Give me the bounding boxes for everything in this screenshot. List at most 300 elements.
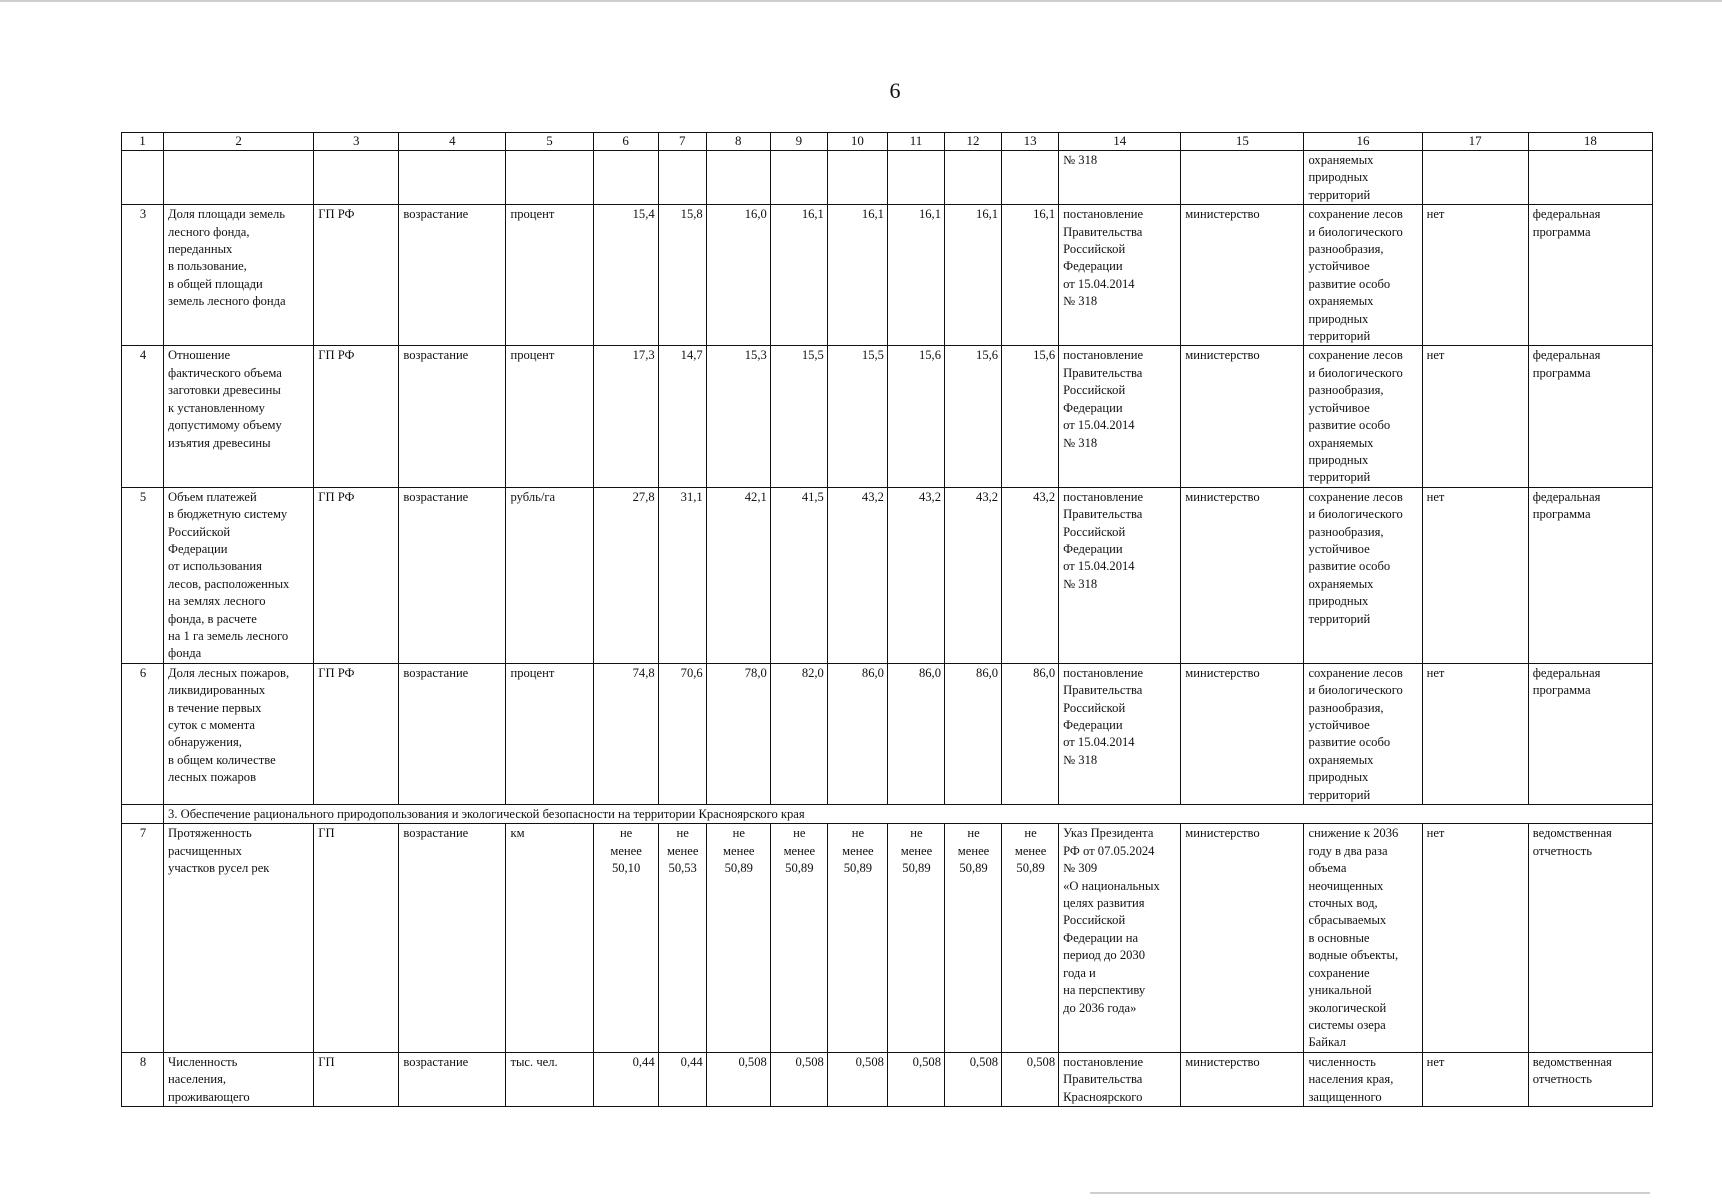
value-cell: 16,0	[706, 205, 770, 346]
indicator-name-line: лесного фонда,	[168, 224, 250, 239]
basis-document-line: Правительства	[1063, 224, 1143, 239]
table-row	[122, 1052, 1653, 1106]
national-goal-line: природных	[1308, 311, 1369, 326]
data-source-line: отчетность	[1532, 843, 1592, 858]
national-goal-line: разнообразия,	[1308, 242, 1384, 257]
indicator-name-line: фонда	[168, 646, 202, 661]
table-row	[122, 487, 1653, 663]
indicator-name-line: участков русел рек	[168, 861, 270, 876]
national-goal-line: Байкал	[1308, 1035, 1346, 1050]
basis-document	[1059, 1052, 1181, 1106]
indicator-name-line: Доля лесных пожаров,	[168, 665, 290, 680]
basis-document-line: «О национальных	[1063, 878, 1160, 893]
basis-document-line: Правительства	[1063, 507, 1143, 522]
national-goal-line: охраняемых	[1308, 752, 1374, 767]
national-goal-line: охраняемых	[1308, 153, 1374, 167]
trend: возрастание	[399, 205, 506, 346]
value-cell: 0,508	[770, 1052, 827, 1106]
value-cell-line: 50,89	[959, 861, 988, 876]
indicator-name-line: в бюджетную систему	[168, 507, 288, 522]
basis-document-line: целях развития	[1063, 896, 1145, 911]
basis-document-line: Российской	[1063, 383, 1126, 398]
indicator-name-line: Протяженность	[168, 826, 252, 841]
value-cell: 17,3	[593, 346, 658, 487]
trend: возрастание	[399, 346, 506, 487]
data-source-line: программа	[1532, 224, 1591, 239]
basis-document-line: Указ Президента	[1063, 826, 1154, 841]
national-goal-line: системы озера	[1308, 1017, 1386, 1032]
link-flag: нет	[1422, 346, 1528, 487]
value-cell	[658, 151, 706, 205]
value-cell: 42,1	[706, 487, 770, 663]
row-number: 4	[122, 346, 164, 487]
value-cell: 15,5	[770, 346, 827, 487]
national-goal-line: экологической	[1308, 1000, 1387, 1015]
indicator-name-line: проживающего	[168, 1089, 250, 1104]
value-cell: 43,2	[887, 487, 944, 663]
value-cell: 15,6	[887, 346, 944, 487]
basis-document	[1059, 663, 1181, 804]
national-goal-line: развитие особо	[1308, 276, 1391, 291]
program-type: ГП	[314, 1052, 399, 1106]
value-cell: 70,6	[658, 663, 706, 804]
value-cell: 86,0	[1002, 663, 1059, 804]
section-title: 3. Обеспечение рационального природопользования и экологической безопасности на территории Красноярского края	[164, 805, 1653, 824]
trend	[399, 151, 506, 205]
national-goal-line: сточных вод,	[1308, 896, 1378, 911]
row-number: 5	[122, 487, 164, 663]
value-cell: 0,508	[827, 1052, 887, 1106]
indicator-name-line: на 1 га земель лесного	[168, 628, 289, 643]
basis-document-line: постановление	[1063, 489, 1144, 504]
data-source	[1528, 151, 1652, 205]
national-goal-line: сохранение лесов	[1308, 348, 1403, 363]
data-source	[1528, 1052, 1652, 1106]
responsible: министерство	[1181, 346, 1304, 487]
basis-document-line: Федерации	[1063, 259, 1123, 274]
column-header-6: 6	[593, 133, 658, 151]
row-number: 8	[122, 1052, 164, 1106]
value-cell-line: 50,89	[902, 861, 931, 876]
table-row	[122, 663, 1653, 804]
national-goal-line: сохранение лесов	[1308, 207, 1403, 222]
basis-document-line: № 309	[1063, 861, 1098, 876]
basis-document-line: период до 2030	[1063, 948, 1146, 963]
responsible	[1181, 151, 1304, 205]
basis-document-line: от 15.04.2014	[1063, 735, 1135, 750]
unit: рубль/га	[506, 487, 593, 663]
value-cell-line: не	[619, 826, 633, 841]
value-cell	[1002, 151, 1059, 205]
national-goal-line: территорий	[1308, 329, 1371, 344]
national-goal-line: и биологического	[1308, 507, 1403, 522]
value-cell-line: 50,10	[611, 861, 641, 876]
program-type: ГП РФ	[314, 663, 399, 804]
indicator-name-line: в течение первых	[168, 700, 262, 715]
basis-document-line: № 318	[1063, 435, 1098, 450]
national-goal-line: природных	[1308, 452, 1369, 467]
value-cell-line: не	[851, 826, 865, 841]
national-goal-line: году в два раза	[1308, 843, 1388, 858]
page-number: 6	[889, 78, 901, 103]
basis-document-line: № 318	[1063, 294, 1098, 309]
responsible: министерство	[1181, 487, 1304, 663]
basis-document-line: Российской	[1063, 524, 1126, 539]
value-cell-line: менее	[666, 843, 699, 858]
basis-document-line: постановление	[1063, 348, 1144, 363]
national-goal-line: и биологического	[1308, 683, 1403, 698]
basis-document-line: Федерации	[1063, 718, 1123, 732]
column-header-3: 3	[314, 133, 399, 151]
value-cell: 0,508	[887, 1052, 944, 1106]
value-cell: 16,1	[887, 205, 944, 346]
link-flag: нет	[1422, 1052, 1528, 1106]
national-goal-line: охраняемых	[1308, 294, 1374, 309]
indicator-name-line: лесных пожаров	[168, 770, 257, 785]
national-goal-line: охраняемых	[1308, 576, 1374, 591]
link-flag: нет	[1422, 205, 1528, 346]
value-cell: 86,0	[945, 663, 1002, 804]
national-goal-line: сохранение лесов	[1308, 665, 1403, 680]
program-type: ГП	[314, 824, 399, 1052]
value-cell: 31,1	[658, 487, 706, 663]
value-cell-line: менее	[783, 843, 816, 858]
value-cell-line: менее	[1014, 843, 1047, 858]
value-cell	[1002, 824, 1059, 1052]
national-goal	[1304, 151, 1422, 205]
unit: км	[506, 824, 593, 1052]
value-cell-line: менее	[957, 843, 990, 858]
value-cell: 16,1	[1002, 205, 1059, 346]
basis-document	[1059, 346, 1181, 487]
unit: процент	[506, 346, 593, 487]
column-header-14: 14	[1059, 133, 1181, 151]
value-cell: 27,8	[593, 487, 658, 663]
value-cell-line: менее	[610, 843, 642, 858]
value-cell	[658, 824, 706, 1052]
trend: возрастание	[399, 663, 506, 804]
link-flag: нет	[1422, 824, 1528, 1052]
value-cell	[827, 824, 887, 1052]
national-goal-line: неочищенных	[1308, 878, 1384, 893]
column-header-17: 17	[1422, 133, 1528, 151]
unit: процент	[506, 205, 593, 346]
basis-document-line: Правительства	[1063, 365, 1143, 380]
indicator-name-line: расчищенных	[168, 843, 242, 858]
trend: возрастание	[399, 487, 506, 663]
value-cell: 15,4	[593, 205, 658, 346]
value-cell: 74,8	[593, 663, 658, 804]
column-header-12: 12	[945, 133, 1002, 151]
indicator-name	[164, 151, 314, 205]
data-source-line: федеральная	[1532, 489, 1601, 504]
data-source-line: программа	[1532, 365, 1591, 380]
national-goal	[1304, 824, 1422, 1052]
national-goal-line: охраняемых	[1308, 435, 1374, 450]
indicator-name-line: фактического объема	[168, 365, 282, 380]
indicator-name-line: суток с момента	[168, 718, 255, 732]
table-row	[122, 205, 1653, 346]
basis-document-line: до 2036 года»	[1063, 1000, 1137, 1015]
national-goal-line: уникальной	[1308, 983, 1372, 998]
value-cell: 0,508	[945, 1052, 1002, 1106]
national-goal-line: территорий	[1308, 187, 1371, 202]
data-source	[1528, 487, 1652, 663]
unit: тыс. чел.	[506, 1052, 593, 1106]
value-cell	[706, 151, 770, 205]
value-cell	[770, 151, 827, 205]
indicator-name-line: заготовки древесины	[168, 383, 281, 398]
value-cell: 0,508	[1002, 1052, 1059, 1106]
column-header-1: 1	[122, 133, 164, 151]
national-goal-line: природных	[1308, 770, 1369, 785]
header-row	[122, 133, 1653, 151]
basis-document-line: № 318	[1063, 576, 1098, 591]
value-cell-line: не	[676, 826, 689, 841]
data-source	[1528, 824, 1652, 1052]
national-goal-line: численность	[1308, 1054, 1376, 1069]
basis-document-line: № 318	[1063, 752, 1098, 767]
indicator-name	[164, 346, 314, 487]
national-goal-line: развитие особо	[1308, 559, 1391, 574]
value-cell-line: не	[1024, 826, 1037, 841]
national-goal-line: разнообразия,	[1308, 383, 1384, 398]
value-cell: 43,2	[1002, 487, 1059, 663]
column-header-2: 2	[164, 133, 314, 151]
trend: возрастание	[399, 1052, 506, 1106]
indicator-name-line: в пользование,	[168, 259, 247, 274]
row-number: 7	[122, 824, 164, 1052]
value-cell-line: 50,89	[785, 861, 814, 876]
indicator-name-line: переданных	[168, 242, 233, 257]
basis-document-line: Федерации	[1063, 400, 1123, 415]
indicator-name-line: лесов, расположенных	[168, 576, 290, 591]
national-goal	[1304, 663, 1422, 804]
basis-document-line: РФ от 07.05.2024	[1063, 843, 1155, 858]
value-cell-line: менее	[723, 843, 755, 858]
national-goal-line: территорий	[1308, 470, 1371, 485]
value-cell: 0,44	[658, 1052, 706, 1106]
value-cell: 16,1	[770, 205, 827, 346]
national-goal-line: устойчивое	[1308, 259, 1370, 274]
column-header-13: 13	[1002, 133, 1059, 151]
indicator-name-line: на землях лесного	[168, 594, 266, 609]
column-header-5: 5	[506, 133, 593, 151]
national-goal-line: водные объекты,	[1308, 948, 1399, 963]
basis-document-line: от 15.04.2014	[1063, 559, 1135, 574]
indicator-name-line: фонда, в расчете	[168, 611, 257, 626]
responsible: министерство	[1181, 205, 1304, 346]
table-row	[122, 824, 1653, 1052]
national-goal	[1304, 346, 1422, 487]
value-cell-line: 50,89	[843, 861, 873, 876]
value-cell: 86,0	[887, 663, 944, 804]
indicator-name-line: населения,	[168, 1072, 227, 1087]
national-goal	[1304, 1052, 1422, 1106]
basis-document-line: Правительства	[1063, 1072, 1143, 1087]
basis-document-line: от 15.04.2014	[1063, 276, 1135, 291]
basis-document	[1059, 205, 1181, 346]
value-cell: 41,5	[770, 487, 827, 663]
column-header-7: 7	[658, 133, 706, 151]
column-header-11: 11	[887, 133, 944, 151]
indicator-name-line: ликвидированных	[168, 683, 266, 698]
value-cell: 0,44	[593, 1052, 658, 1106]
national-goal-line: разнообразия,	[1308, 700, 1384, 715]
national-goal-line: устойчивое	[1308, 541, 1370, 556]
data-source-line: программа	[1532, 507, 1591, 522]
responsible: министерство	[1181, 1052, 1304, 1106]
national-goal-line: объема	[1308, 861, 1347, 876]
value-cell: 15,6	[1002, 346, 1059, 487]
indicator-name-line: Доля площади земель	[168, 207, 286, 222]
national-goal	[1304, 487, 1422, 663]
basis-document	[1059, 151, 1181, 205]
column-header-16: 16	[1304, 133, 1422, 151]
value-cell: 14,7	[658, 346, 706, 487]
column-header-10: 10	[827, 133, 887, 151]
value-cell: 78,0	[706, 663, 770, 804]
row-number: 6	[122, 663, 164, 804]
national-goal-line: сохранение	[1308, 965, 1370, 980]
data-source	[1528, 205, 1652, 346]
scan-edge-bottom	[1090, 1192, 1650, 1194]
data-source-line: федеральная	[1532, 665, 1601, 680]
value-cell	[887, 824, 944, 1052]
data-source-line: федеральная	[1532, 207, 1601, 222]
row-number: 3	[122, 205, 164, 346]
basis-document-line: постановление	[1063, 207, 1144, 222]
value-cell: 15,6	[945, 346, 1002, 487]
national-goal-line: снижение к 2036	[1308, 826, 1399, 841]
national-goal-line: и биологического	[1308, 365, 1403, 380]
link-flag: нет	[1422, 487, 1528, 663]
national-goal-line: территорий	[1308, 611, 1371, 626]
data-source-line: отчетность	[1532, 1072, 1592, 1087]
national-goal-line: природных	[1308, 594, 1369, 609]
responsible: министерство	[1181, 824, 1304, 1052]
value-cell: 86,0	[827, 663, 887, 804]
unit: процент	[506, 663, 593, 804]
value-cell	[945, 151, 1002, 205]
national-goal-line: сбрасываемых	[1308, 913, 1387, 928]
national-goal-line: в основные	[1308, 930, 1370, 945]
data-source-line: программа	[1532, 683, 1591, 698]
basis-document-line: Федерации на	[1063, 930, 1139, 945]
basis-document-line: Правительства	[1063, 683, 1143, 698]
indicator-name-line: от использования	[168, 559, 262, 574]
basis-document-line: Красноярского	[1063, 1089, 1143, 1104]
value-cell: 43,2	[827, 487, 887, 663]
national-goal-line: устойчивое	[1308, 400, 1370, 415]
value-cell: 43,2	[945, 487, 1002, 663]
trend: возрастание	[399, 824, 506, 1052]
value-cell	[593, 151, 658, 205]
basis-document-line: № 318	[1063, 153, 1098, 167]
national-goal	[1304, 205, 1422, 346]
value-cell-line: 50,53	[668, 861, 697, 876]
program-type: ГП РФ	[314, 346, 399, 487]
unit	[506, 151, 593, 205]
national-goal-line: разнообразия,	[1308, 524, 1384, 539]
indicator-name-line: Численность	[168, 1054, 238, 1069]
indicator-name	[164, 487, 314, 663]
value-cell: 82,0	[770, 663, 827, 804]
column-header-4: 4	[399, 133, 506, 151]
basis-document-line: Российской	[1063, 700, 1126, 715]
responsible: министерство	[1181, 663, 1304, 804]
value-cell	[593, 824, 658, 1052]
value-cell	[945, 824, 1002, 1052]
national-goal-line: сохранение лесов	[1308, 489, 1403, 504]
column-header-18: 18	[1528, 133, 1652, 151]
national-goal-line: населения края,	[1308, 1072, 1394, 1087]
value-cell: 15,8	[658, 205, 706, 346]
value-cell: 15,5	[827, 346, 887, 487]
basis-document-line: Российской	[1063, 913, 1126, 928]
indicator-name-line: земель лесного фонда	[168, 294, 286, 309]
column-header-8: 8	[706, 133, 770, 151]
national-goal-line: устойчивое	[1308, 718, 1370, 732]
basis-document	[1059, 487, 1181, 663]
national-goal-line: природных	[1308, 170, 1369, 185]
value-cell-line: 50,89	[724, 861, 753, 876]
indicator-name-line: допустимому объему	[168, 418, 282, 433]
value-cell: 0,508	[706, 1052, 770, 1106]
table-row	[122, 346, 1653, 487]
value-cell-line: не	[793, 826, 806, 841]
value-cell: 15,3	[706, 346, 770, 487]
data-source-line: федеральная	[1532, 348, 1601, 363]
indicator-name-line: изъятия древесины	[168, 435, 271, 450]
basis-document-line: Российской	[1063, 242, 1126, 257]
value-cell: 16,1	[827, 205, 887, 346]
indicator-name-line: в общей площади	[168, 276, 263, 291]
basis-document-line: от 15.04.2014	[1063, 418, 1135, 433]
national-goal-line: развитие особо	[1308, 735, 1391, 750]
indicator-name-line: Объем платежей	[168, 489, 257, 504]
table-row	[122, 151, 1653, 205]
program-type: ГП РФ	[314, 487, 399, 663]
value-cell: 16,1	[945, 205, 1002, 346]
link-flag	[1422, 151, 1528, 205]
basis-document-line: на перспективу	[1063, 983, 1146, 998]
row-number	[122, 151, 164, 205]
indicators-table	[121, 132, 1653, 1107]
value-cell	[770, 824, 827, 1052]
basis-document-line: Федерации	[1063, 541, 1123, 556]
national-goal-line: территорий	[1308, 787, 1371, 802]
national-goal-line: и биологического	[1308, 224, 1403, 239]
section-row	[122, 805, 1653, 824]
basis-document	[1059, 824, 1181, 1052]
indicator-name-line: в общем количестве	[168, 752, 276, 767]
basis-document-line: постановление	[1063, 1054, 1144, 1069]
value-cell	[706, 824, 770, 1052]
indicator-name-line: Отношение	[168, 348, 231, 363]
program-type: ГП РФ	[314, 205, 399, 346]
national-goal-line: развитие особо	[1308, 418, 1391, 433]
value-cell-line: не	[732, 826, 745, 841]
link-flag: нет	[1422, 663, 1528, 804]
indicator-name	[164, 663, 314, 804]
value-cell	[827, 151, 887, 205]
indicator-name-line: Федерации	[168, 541, 228, 556]
value-cell-line: 50,89	[1016, 861, 1045, 876]
value-cell-line: не	[967, 826, 980, 841]
data-source-line: ведомственная	[1532, 826, 1612, 841]
value-cell-line: менее	[900, 843, 933, 858]
